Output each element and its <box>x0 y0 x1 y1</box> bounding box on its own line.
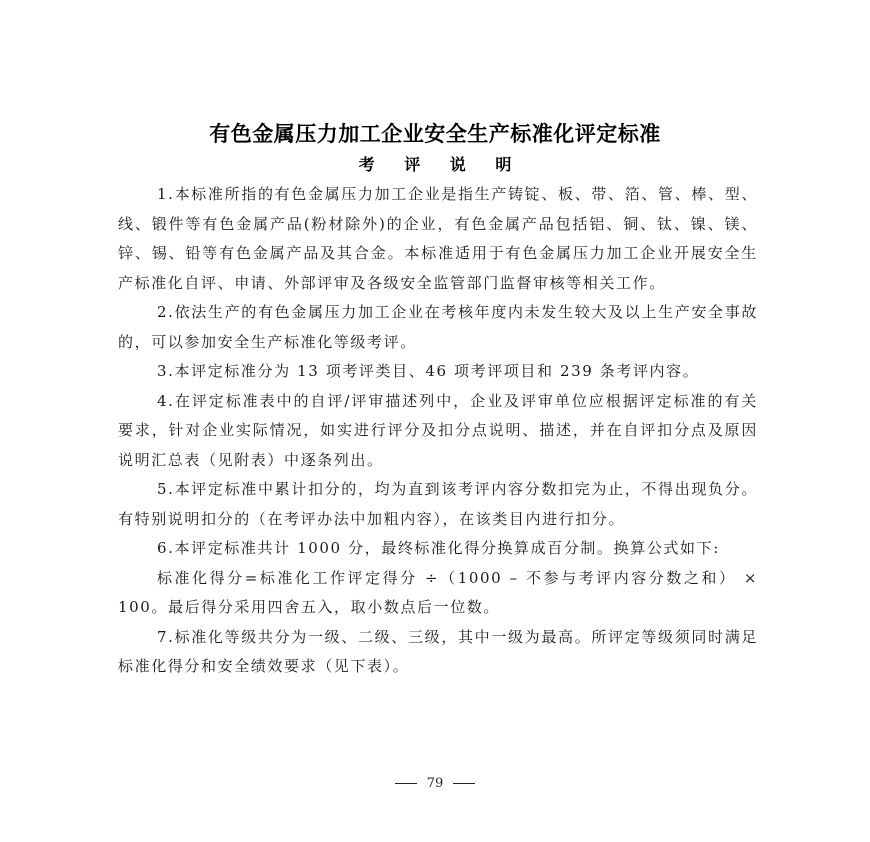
paragraph-4: 4.在评定标准表中的自评/评审描述列中，企业及评审单位应根据评定标准的有关要求，针对企业实际情况，如实进行评分及扣分点说明、描述，并在自评扣分点及原因说明汇总表（见附表）中逐条列出。 <box>118 391 758 469</box>
footer-dash-right <box>453 783 475 784</box>
paragraph-7: 7.标准化等级共分为一级、二级、三级，其中一级为最高。所评定等级须同时满足标准化得分和安全绩效要求（见下表）。 <box>118 627 758 675</box>
document-title: 有色金属压力加工企业安全生产标准化评定标准 <box>209 122 661 146</box>
page-number: 79 <box>426 776 444 791</box>
paragraph-3: 3.本评定标准分为 13 项考评类目、46 项考评项目和 239 条考评内容。 <box>157 362 700 380</box>
footer-dash-left <box>395 783 417 784</box>
page-footer <box>0 776 870 791</box>
document-body <box>118 180 758 682</box>
section-subtitle: 考 评 说 明 <box>358 155 524 174</box>
paragraph-1: 1.本标准所指的有色金属压力加工企业是指生产铸锭、板、带、箔、管、棒、型、线、锻件等有色金属产品(粉材除外)的企业，有色金属产品包括铝、铜、钛、镍、镁、锌、锡、铅等有色金属产品及其合金。本标准适用于有色金属压力加工企业开展安全生产标准化自评、申请、外部评审及各级安全监管部门监督审核等相关工作。 <box>118 185 758 292</box>
formula-paragraph: 标准化得分=标准化工作评定得分 ÷（1000 – 不参与考评内容分数之和） × 100。最后得分采用四舍五入，取小数点后一位数。 <box>118 568 758 616</box>
paragraph-2: 2.依法生产的有色金属压力加工企业在考核年度内未发生较大及以上生产安全事故的，可以参加安全生产标准化等级考评。 <box>118 303 758 351</box>
paragraph-6: 6.本评定标准共计 1000 分，最终标准化得分换算成百分制。换算公式如下: <box>157 539 720 557</box>
paragraph-5: 5.本评定标准中累计扣分的，均为直到该考评内容分数扣完为止，不得出现负分。有特别说明扣分的（在考评办法中加粗内容），在该类目内进行扣分。 <box>118 480 758 528</box>
